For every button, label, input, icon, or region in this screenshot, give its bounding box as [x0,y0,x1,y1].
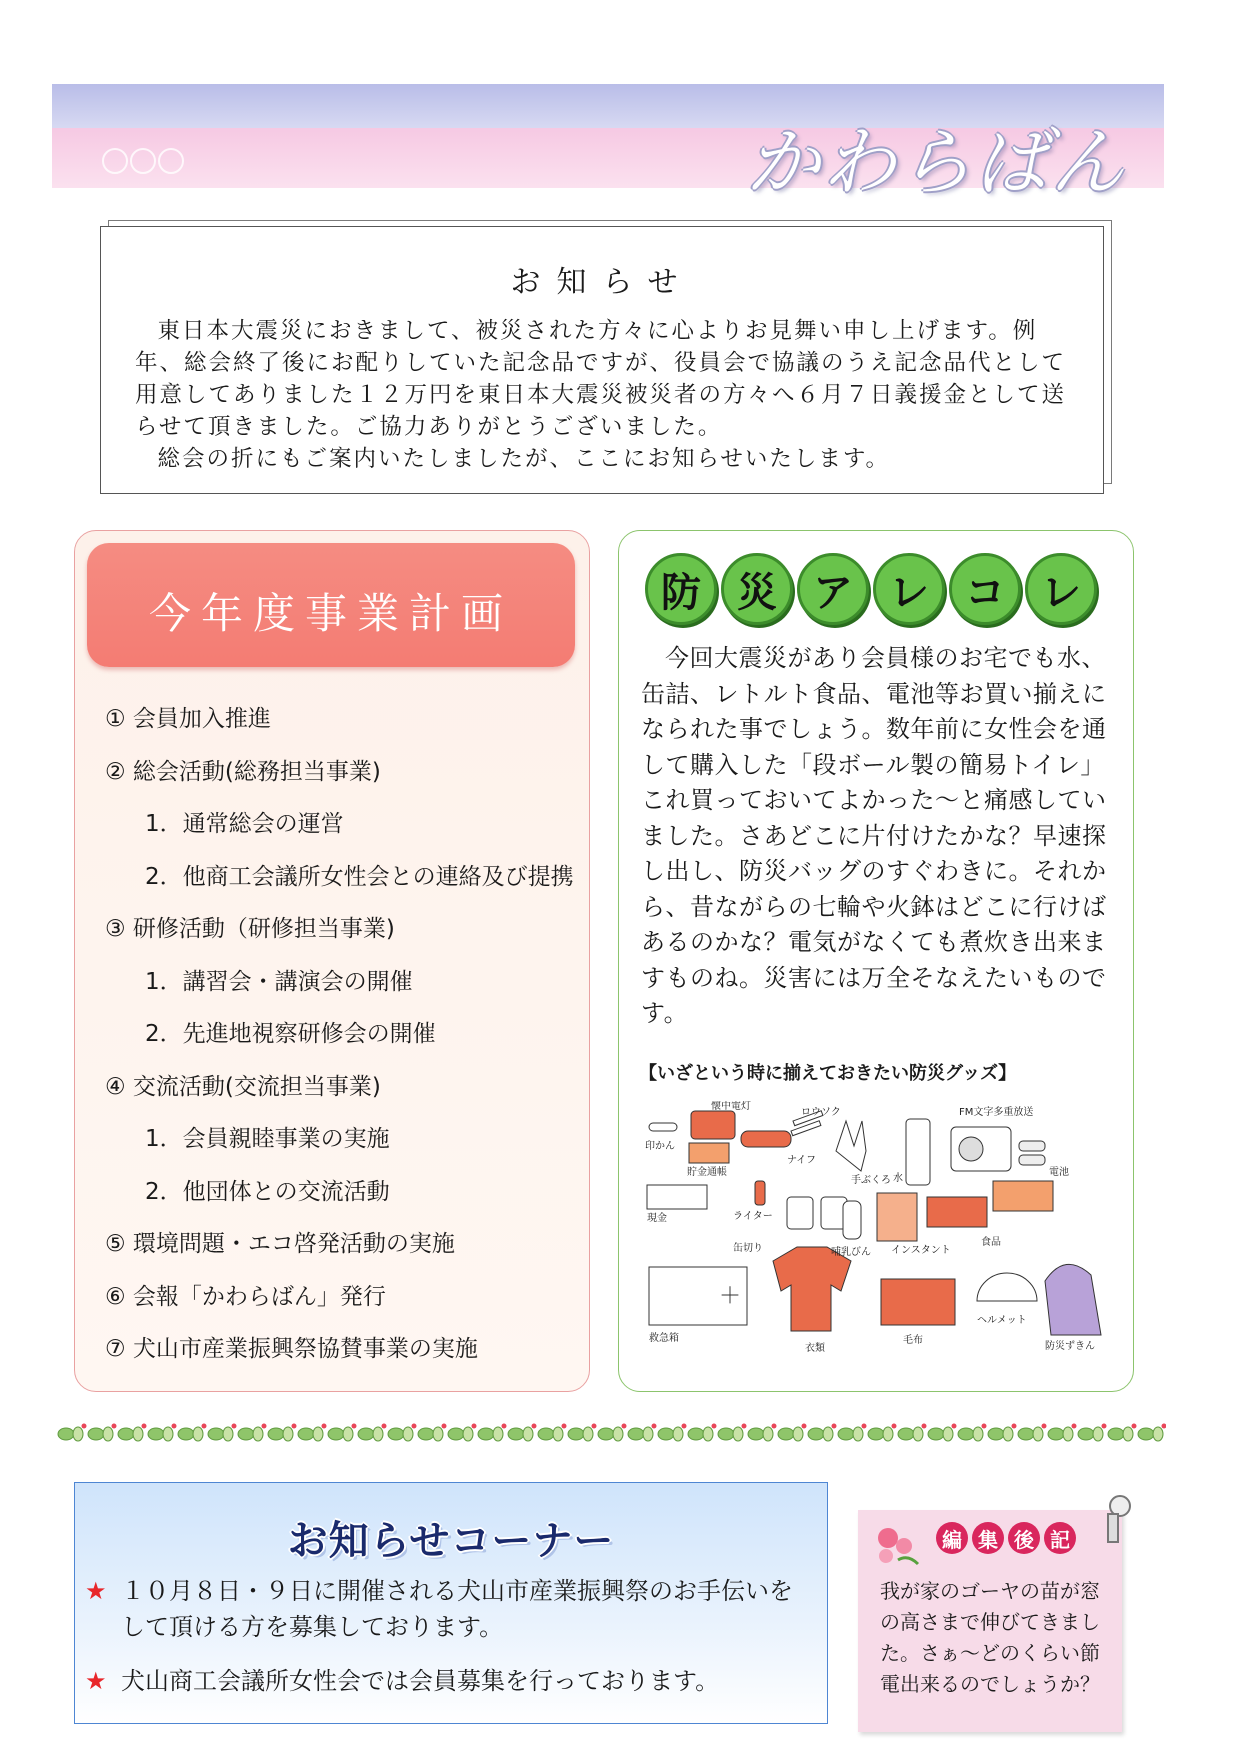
svg-text:缶切り: 缶切り [733,1243,763,1254]
leaf-icon [343,1427,353,1441]
plan-item: ⑦ 犬山市産業振興祭協賛事業の実施 [105,1336,478,1362]
plan-item: ① 会員加入推進 [105,706,271,732]
leaf-icon [148,1428,164,1440]
leaf-icon [808,1428,824,1440]
title-badge: コ [949,553,1021,625]
leaf-icon [538,1428,554,1440]
disaster-prep-body [641,641,1119,1032]
leaf-icon [1033,1427,1043,1441]
leaf-icon [328,1428,344,1440]
plan-subitem: 2．他団体との交流活動 [145,1178,390,1205]
leaf-icon [103,1427,113,1441]
leaf-icon [823,1427,833,1441]
svg-text:ライター: ライター [733,1211,773,1222]
page-header [52,84,1164,206]
leaf-icon [958,1428,974,1440]
svg-text:懐中電灯: 懐中電灯 [711,1101,751,1112]
leaf-icon [1003,1427,1013,1441]
svg-text:手ぶくろ: 手ぶくろ [851,1175,891,1186]
plan-subitem: 1．会員親睦事業の実施 [145,1126,390,1152]
leaf-icon [568,1428,584,1440]
leaf-icon [913,1427,923,1441]
leaf-icon [1108,1428,1124,1440]
berry-icon [772,1424,777,1429]
berry-icon [142,1424,147,1429]
leaf-icon [748,1428,764,1440]
business-plan-title: 今年度事業計画 [148,589,513,638]
berry-icon [472,1424,477,1429]
title-badge: レ [1025,553,1097,625]
title-badge: 災 [721,553,793,625]
business-plan-header [87,543,575,667]
leaf-icon [1063,1427,1073,1441]
leaf-icon [1123,1427,1133,1441]
business-plan-list [105,693,575,1376]
leaf-icon [883,1427,893,1441]
leaf-icon [433,1427,443,1441]
leaf-icon [508,1428,524,1440]
svg-text:救急箱: 救急箱 [649,1333,679,1344]
berry-icon [352,1424,357,1429]
leaf-icon [643,1427,653,1441]
berry-icon [622,1424,627,1429]
leaf-icon [118,1428,134,1440]
disaster-prep-title [645,553,1097,623]
leaf-icon [793,1427,803,1441]
berry-icon [172,1424,177,1429]
svg-text:インスタント: インスタント [891,1245,951,1256]
leaf-icon [838,1428,854,1440]
notice-corner-item [85,1573,805,1645]
leaf-icon [598,1428,614,1440]
berry-icon [112,1424,117,1429]
disaster-prep-text: 今回大震災があり会員様のお宅でも水、缶詰、レトルト食品、電池等お買い揃えになられた事でしょう。数年前に女性会を通して購入した「段ボール製の簡易トイレ」これ買っておいてよかった～と痛感していました。さあどこに片付けたかな？早速探し出し、防災バッグのすぐわきに。それから、昔ながらの七輪や火鉢はどこに行けばあるのかな？電気がなくても煮炊き出来ますものね。災害には万全そなえたいものです。 [641,644,1107,1027]
leaf-icon [283,1427,293,1441]
leaf-icon [268,1428,284,1440]
leaf-icon [523,1427,533,1441]
berry-icon [562,1424,567,1429]
notice-title: お知らせ [510,265,694,300]
svg-text:水: 水 [893,1173,903,1184]
notice-body [135,315,1075,475]
berry-icon [1162,1424,1167,1429]
leaf-icon [1018,1428,1034,1440]
leaf-icon [1048,1428,1064,1440]
notice-corner [74,1482,828,1724]
emergency-goods-illustration [641,1101,1111,1369]
title-badge: ア [797,553,869,625]
leaf-icon [88,1428,104,1440]
berry-icon [292,1424,297,1429]
notice-paragraph: 総会の折にもご案内いたしましたが、ここにお知らせいたします。 [157,446,891,472]
leaf-divider [54,1418,1166,1450]
berry-icon [652,1424,657,1429]
berry-icon [1132,1424,1137,1429]
berry-icon [712,1424,717,1429]
notice-box [100,226,1110,494]
notice-corner-title: お知らせコーナー [287,1518,615,1564]
leaf-icon [373,1427,383,1441]
svg-text:ロウソク: ロウソク [801,1107,841,1118]
svg-text:毛布: 毛布 [903,1335,923,1346]
notice-frame [100,226,1104,494]
plan-subitem: 2．先進地視察研修会の開催 [145,1021,436,1047]
header-decoration [102,148,186,178]
leaf-icon [208,1428,224,1440]
leaf-icon [928,1428,944,1440]
leaf-icon [688,1428,704,1440]
berry-icon [1072,1424,1077,1429]
leaf-icon [613,1427,623,1441]
leaf-icon [778,1428,794,1440]
berry-icon [202,1424,207,1429]
leaf-icon [763,1427,773,1441]
leaf-icon [553,1427,563,1441]
notice-corner-item [85,1663,805,1699]
leaf-icon [73,1427,83,1441]
berry-icon [922,1424,927,1429]
star-icon: ★ [85,1667,107,1695]
plan-item: ⑤ 環境問題・エコ啓発活動の実施 [105,1231,455,1257]
leaf-icon [58,1428,74,1440]
leaf-icon [463,1427,473,1441]
berry-icon [682,1424,687,1429]
leaf-icon [358,1428,374,1440]
svg-text:貯金通帳: 貯金通帳 [687,1167,727,1178]
leaf-icon [583,1427,593,1441]
leaf-icon [898,1428,914,1440]
leaf-icon [733,1427,743,1441]
title-badge: 後 [1008,1522,1040,1554]
plan-item: ② 総会活動(総務担当事業) [105,758,381,785]
plan-item: ③ 研修活動（研修担当事業) [105,916,395,942]
berry-icon [1102,1424,1107,1429]
rose-icon [868,1520,928,1570]
plan-subitem: 2．他商工会議所女性会との連絡及び提携 [145,863,574,890]
leaf-icon [223,1427,233,1441]
leaf-icon [313,1427,323,1441]
berry-icon [412,1424,417,1429]
editors-note [858,1510,1122,1732]
leaf-icon [253,1427,263,1441]
berry-icon [502,1424,507,1429]
berry-icon [892,1424,897,1429]
plan-item: ④ 交流活動(交流担当事業) [105,1073,381,1100]
disaster-prep-panel [618,530,1134,1392]
berry-icon [802,1424,807,1429]
plan-subitem: 1．講習会・講演会の開催 [145,968,413,995]
leaf-icon [718,1428,734,1440]
leaf-icon [178,1428,194,1440]
title-badge: 編 [936,1522,968,1554]
newsletter-title: かわらばん [746,120,1126,206]
leaf-icon [853,1427,863,1441]
svg-text:哺乳びん: 哺乳びん [831,1247,871,1258]
leaf-icon [1153,1427,1163,1441]
berry-icon [442,1424,447,1429]
svg-text:ヘルメット: ヘルメット [977,1315,1027,1326]
leaf-icon [988,1428,1004,1440]
leaf-icon [493,1427,503,1441]
leaf-icon [133,1427,143,1441]
berry-icon [1042,1424,1047,1429]
leaf-icon [868,1428,884,1440]
berry-icon [82,1424,87,1429]
berry-icon [322,1424,327,1429]
svg-text:FM文字多重放送: FM文字多重放送 [959,1107,1034,1118]
leaf-icon [238,1428,254,1440]
goods-caption: 【いざという時に揃えておきたい防災グッズ】 [639,1063,1017,1084]
editors-note-title [936,1522,1076,1554]
business-plan-panel [74,530,590,1392]
svg-text:＋: ＋ [719,1284,742,1309]
svg-text:食品: 食品 [981,1237,1001,1248]
svg-text:ナイフ: ナイフ [787,1155,816,1166]
leaf-icon [163,1427,173,1441]
svg-text:印かん: 印かん [645,1141,675,1152]
leaf-icon [388,1428,404,1440]
paperclip-icon [1098,1492,1136,1544]
leaf-icon [478,1428,494,1440]
berry-icon [832,1424,837,1429]
berry-icon [532,1424,537,1429]
leaf-icon [1078,1428,1094,1440]
title-badge: 集 [972,1522,1004,1554]
plan-subitem: 1．通常総会の運営 [145,811,344,837]
leaf-icon [973,1427,983,1441]
leaf-icon [943,1427,953,1441]
berry-icon [862,1424,867,1429]
svg-text:防災ずきん: 防災ずきん [1045,1341,1095,1352]
plan-item: ⑥ 会報「かわらばん」発行 [105,1283,386,1310]
berry-icon [742,1424,747,1429]
berry-icon [982,1424,987,1429]
berry-icon [232,1424,237,1429]
leaf-icon [628,1428,644,1440]
svg-text:現金: 現金 [647,1213,667,1224]
leaf-icon [658,1428,674,1440]
berry-icon [262,1424,267,1429]
leaf-icon [1138,1428,1154,1440]
leaf-icon [418,1428,434,1440]
berry-icon [592,1424,597,1429]
leaf-icon [703,1427,713,1441]
notice-corner-text: 犬山商工会議所女性会では会員募集を行っております。 [121,1667,720,1695]
editors-note-body: 我が家のゴーヤの苗が窓の高さまで伸びてきました。さぁ～どのくらい節電出来るのでしょうか？ [880,1579,1100,1696]
notice-corner-text: １０月８日・９日に開催される犬山市産業振興祭のお手伝いをして頂ける方を募集しております。 [121,1577,793,1641]
leaf-icon [673,1427,683,1441]
leaf-icon [1093,1427,1103,1441]
berry-icon [1012,1424,1017,1429]
leaf-icon [193,1427,203,1441]
svg-text:衣類: 衣類 [805,1343,825,1354]
svg-text:電池: 電池 [1049,1167,1069,1178]
notice-paragraph: 東日本大震災におきまして、被災された方々に心よりお見舞い申し上げます。例年、総会終了後にお配りしていた記念品ですが、役員会で協議のうえ記念品代として用意してありました１２万円を東日本大震災被災者の方々へ６月７日義援金として送らせて頂きました。ご協力ありがとうございました。 [135,318,1067,440]
star-icon: ★ [85,1577,107,1605]
leaf-icon [298,1428,314,1440]
berry-icon [382,1424,387,1429]
title-badge: レ [873,553,945,625]
leaf-icon [448,1428,464,1440]
title-badge: 防 [645,553,717,625]
berry-icon [952,1424,957,1429]
title-badge: 記 [1044,1522,1076,1554]
leaf-icon [403,1427,413,1441]
